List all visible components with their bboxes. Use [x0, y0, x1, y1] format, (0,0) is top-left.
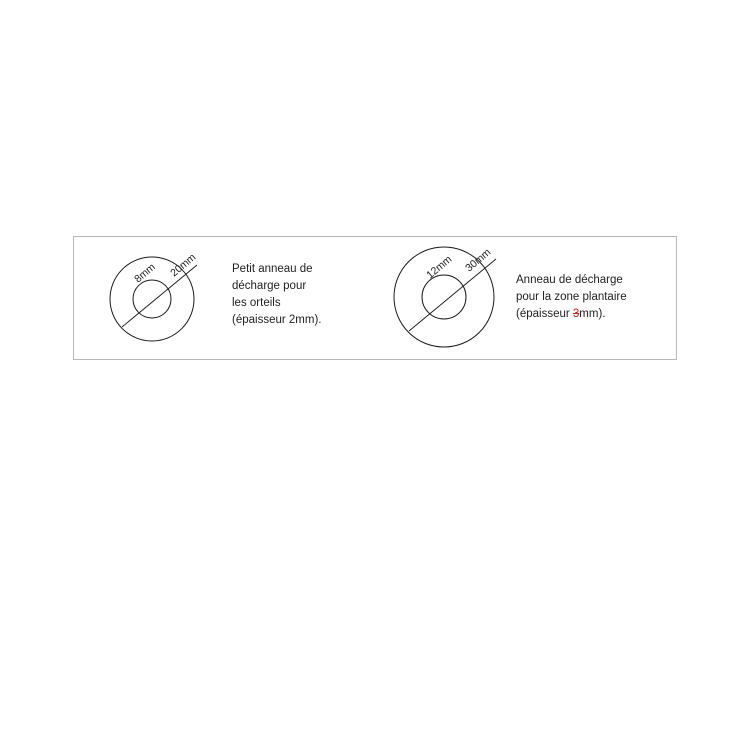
figure-plantar-ring — [374, 237, 678, 359]
outer-dimension-label: 20mm — [168, 251, 199, 280]
caption-line-2: décharge pour — [232, 280, 307, 292]
inner-dimension-label: 12mm — [424, 253, 455, 282]
caption-line-3 — [516, 306, 627, 323]
thickness-prefix: (épaisseur — [516, 308, 573, 320]
inner-circle — [422, 275, 466, 319]
figure-small-toe-ring — [74, 237, 374, 359]
plantar-ring-drawing — [386, 239, 521, 359]
caption-line-1: Petit anneau de — [232, 263, 313, 275]
caption-line-2: pour la zone plantaire — [516, 291, 627, 303]
small-ring-svg — [102, 247, 227, 352]
thickness-struck-value: 3 — [572, 308, 580, 320]
caption-line-4: (épaisseur 2mm). — [232, 314, 322, 326]
diagram-panel — [73, 236, 677, 360]
thickness-suffix: mm). — [579, 308, 606, 320]
inner-circle — [133, 280, 171, 318]
plantar-ring-caption — [516, 272, 627, 323]
small-ring-drawing — [102, 247, 227, 352]
caption-line-1: Anneau de décharge — [516, 274, 623, 286]
plantar-ring-svg — [386, 239, 521, 359]
inner-dimension-label: 8mm — [132, 261, 158, 286]
small-ring-caption — [232, 261, 321, 329]
outer-dimension-label: 30mm — [463, 246, 494, 275]
caption-line-3: les orteils — [232, 297, 281, 309]
